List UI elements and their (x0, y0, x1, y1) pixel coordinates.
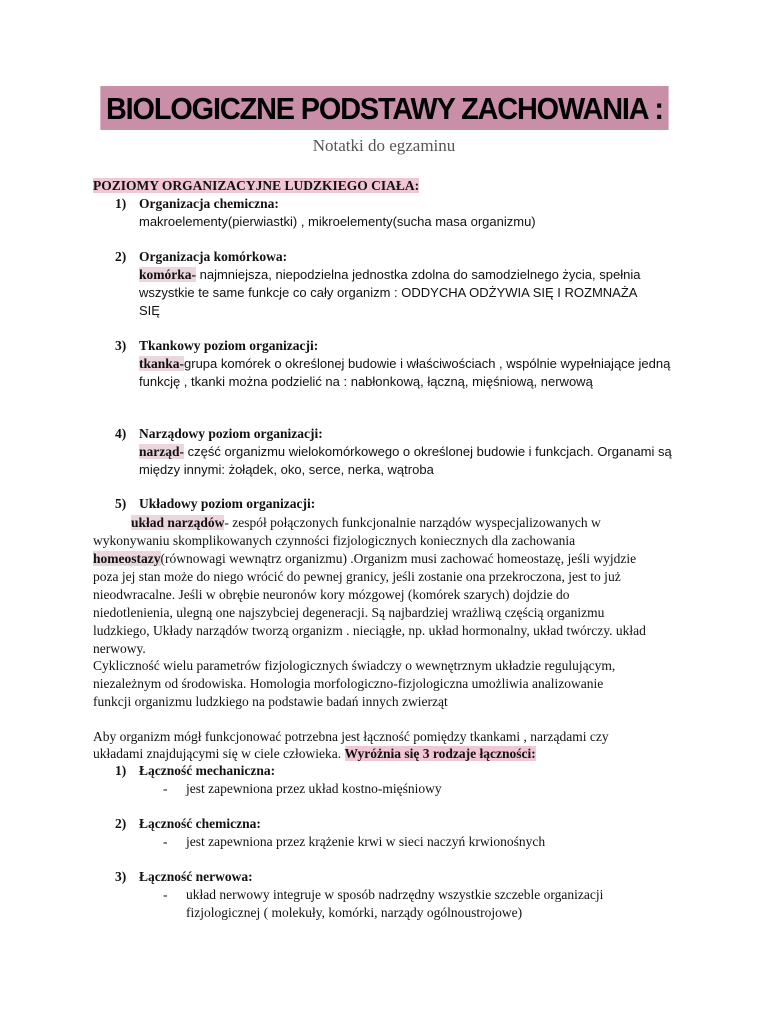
item-4-def: część organizmu wielokomórkowego o określonej budowie i funkcjach. Organami są (184, 444, 672, 459)
para1-line-8: Cykliczność wielu parametrów fizjologicznych świadczy o wewnętrznym układzie regulującym, (93, 658, 616, 673)
item-2-line-2: wszystkie te same funkcje co cały organizm : ODDYCHA ODŻYWIA SIĘ I ROZMNAŻA (139, 285, 638, 300)
item-4-line-2: między innymi: żołądek, oko, serce, nerka, wątroba (139, 462, 434, 477)
item-2-number: 2) (115, 249, 127, 264)
item-5-heading: Układowy poziom organizacji: (139, 496, 316, 511)
connection-3-number: 3) (115, 869, 127, 884)
connection-1-number: 1) (115, 763, 127, 778)
para1-line-2 (93, 550, 636, 568)
item-3-number: 3) (115, 338, 127, 353)
item-2-def: najmniejsza, niepodzielna jednostka zdolna do samodzielnego życia, spełnia (196, 267, 641, 282)
connection-1-heading: Łączność mechaniczna: (139, 763, 276, 778)
connection-1-bullet: jest zapewniona przez układ kostno-mięśniowy (186, 781, 442, 796)
para1-line-9: niezależnym od środowiska. Homologia morfologiczno-fizjologiczna umożliwia analizowanie (93, 676, 604, 691)
para1-line-6: ludzkiego, Układy narządów tworzą organizm . nieciągłe, np. układ hormonalny, układ twórczy. układ (93, 623, 646, 638)
item-2-line-1 (139, 266, 640, 284)
title-wrap (0, 86, 768, 130)
item-3-line-2: funkcję , tkanki można podzielić na : nabłonkową, łączną, mięśniową, nerwową (139, 374, 593, 389)
connection-3-bullet-1: układ nerwowy integruje w sposób nadrzędny wszystkie szczeble organizacji (186, 887, 604, 902)
item-3-heading: Tkankowy poziom organizacji: (139, 338, 319, 353)
item-3-def: grupa komórek o określonej budowie i właściwościach , wspólnie wypełniające jedną (184, 356, 671, 371)
item-4-number: 4) (115, 426, 127, 441)
item-5-line-1 (131, 514, 601, 532)
para2-line-2 (93, 745, 536, 763)
para1-line-5: niedotlenienia, ulegną one najszybciej degeneracji. Są najbardziej wrażliwą częścią organizmu (93, 605, 605, 620)
para2-line-1: Aby organizm mógł funkcjonować potrzebna jest łączność pomiędzy tkankami , narządami czy (93, 729, 609, 744)
item-1-heading: Organizacja chemiczna: (139, 196, 279, 211)
connection-2-bullet: jest zapewniona przez krążenie krwi w sieci naczyń krwionośnych (186, 834, 546, 849)
item-1-text: makroelementy(pierwiastki) , mikroelementy(sucha masa organizmu) (139, 214, 536, 229)
item-1-number: 1) (115, 196, 127, 211)
term-tkanka: tkanka- (139, 356, 185, 371)
term-narzad: narząd- (139, 444, 184, 459)
connection-2-number: 2) (115, 816, 127, 831)
para2-line-2-text: układami znajdującymi się w ciele człowieka. (93, 746, 345, 761)
connection-1-dash: - (163, 781, 168, 796)
item-2-heading: Organizacja komórkowa: (139, 249, 288, 264)
document-title: BIOLOGICZNE PODSTAWY ZACHOWANIA : (100, 86, 668, 130)
para1-line-4: nieodwracalne. Jeśli w obrębie neuronów kory mózgowej (komórek szarych) dojdzie do (93, 587, 570, 602)
connections-intro: Wyróżnia się 3 rodzaje łączności: (344, 746, 536, 761)
connection-2-heading: Łączność chemiczna: (139, 816, 261, 831)
para1-line-2-rest: (równowagi wewnątrz organizmu) .Organizm musi zachować homeostazę, jeśli wyjdzie (160, 551, 637, 566)
item-5-number: 5) (115, 496, 127, 511)
para1-line-3: poza jej stan może do niego wrócić do pewnej granicy, jeśli zostanie ona przekroczona, jest to już (93, 569, 621, 584)
connection-2-dash: - (163, 834, 168, 849)
para1-line-1: wykonywaniu skomplikowanych czynności fizjologicznych koniecznych dla zachowania (93, 533, 576, 548)
term-komorka: komórka- (139, 267, 196, 282)
term-homeostazy: homeostazy (93, 551, 161, 566)
item-3-line-1 (139, 355, 670, 373)
para1-line-10: funkcji organizmu ludzkiego na podstawie badań innych zwierząt (93, 694, 448, 709)
section-heading (93, 178, 419, 194)
item-4-heading: Narządowy poziom organizacji: (139, 426, 323, 441)
connection-3-bullet-2: fizjologicznej ( molekuły, komórki, narządy ogólnoustrojowe) (186, 905, 523, 920)
item-2-line-3: SIĘ (139, 303, 160, 318)
connection-3-dash: - (163, 887, 168, 902)
para1-line-7: nerwowy. (93, 641, 146, 656)
item-5-def: - zespół połączonych funkcjonalnie narządów wyspecjalizowanych w (224, 515, 601, 530)
item-4-line-1 (139, 443, 672, 461)
connection-3-heading: Łączność nerwowa: (139, 869, 253, 884)
section-heading-text: POZIOMY ORGANIZACYJNE LUDZKIEGO CIAŁA: (93, 178, 420, 193)
document-subtitle: Notatki do egzaminu (312, 136, 456, 155)
term-uklad-narzadow: układ narządów (131, 515, 225, 530)
